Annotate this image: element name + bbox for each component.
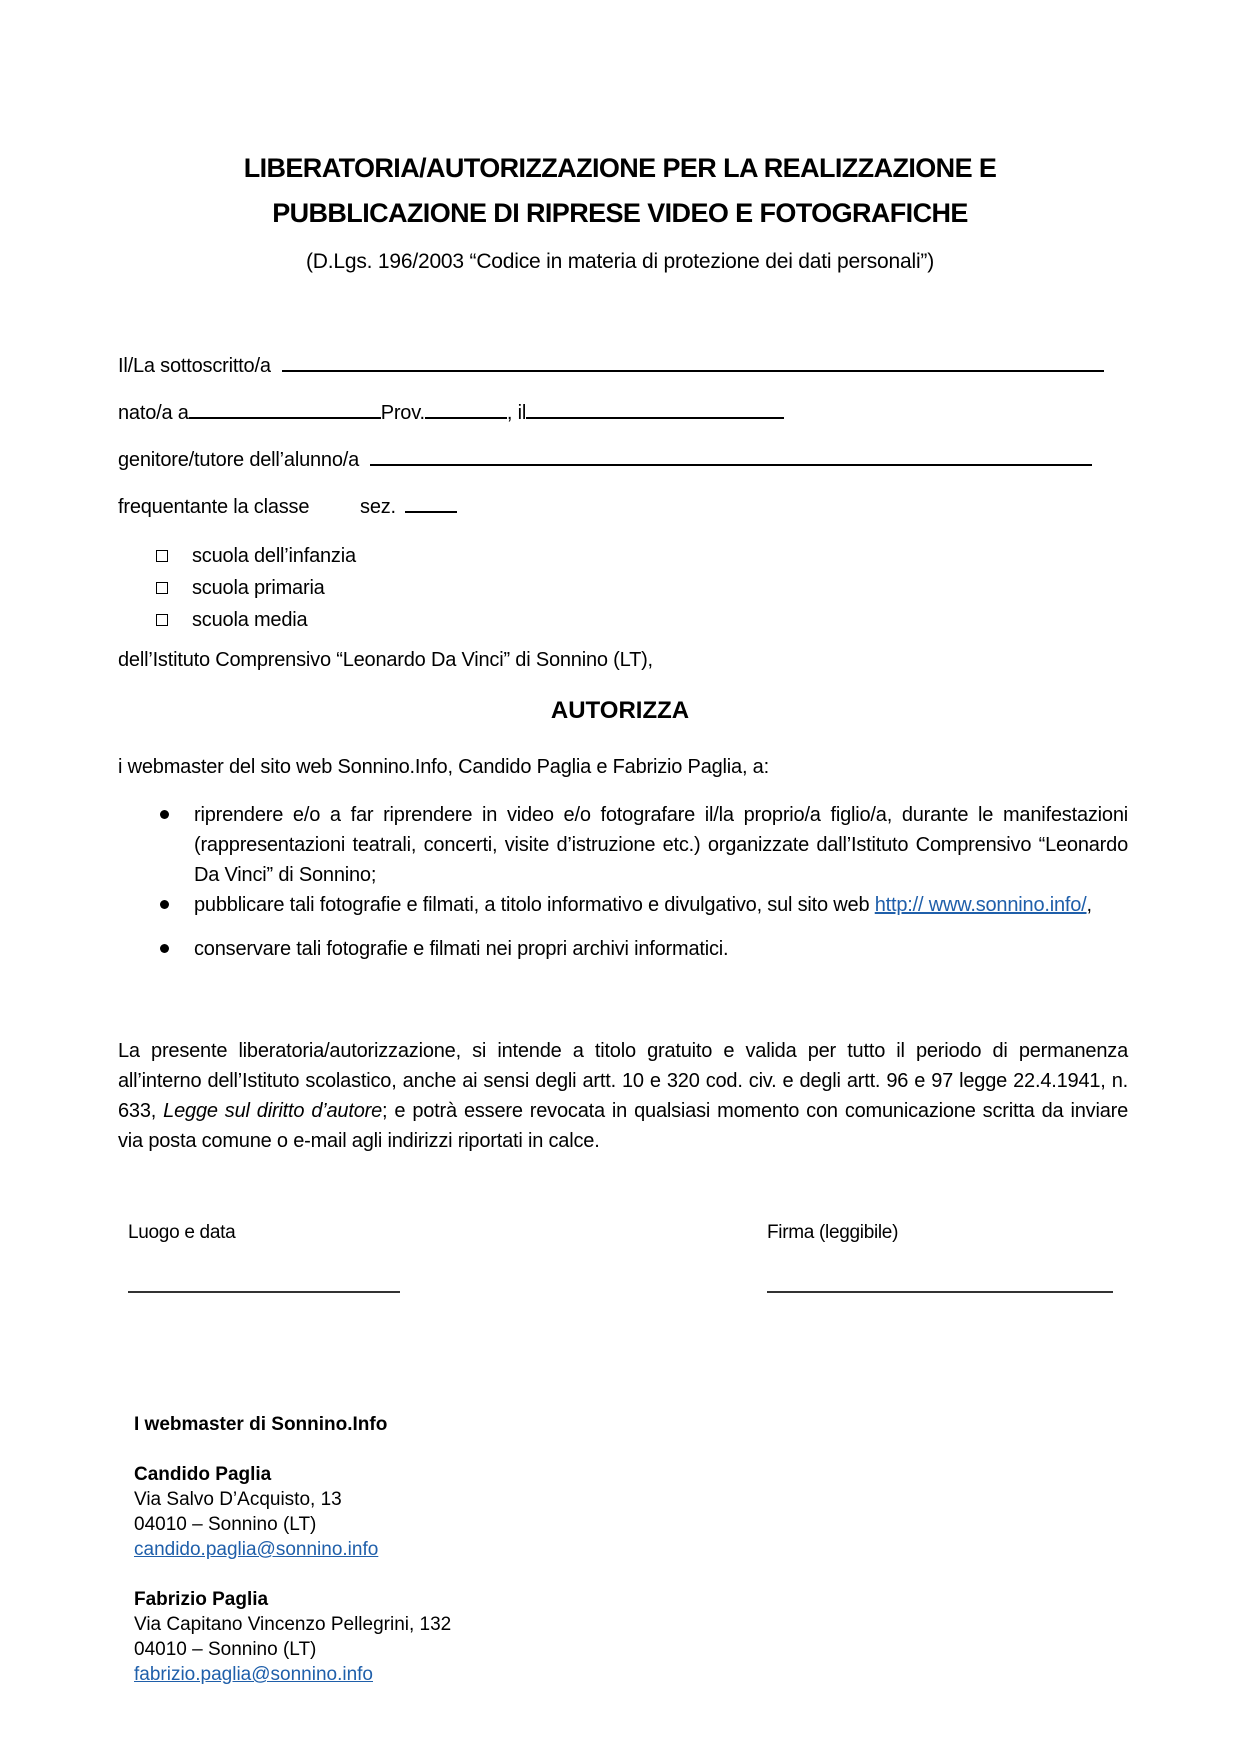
institute-line: dell’Istituto Comprensivo “Leonardo Da Vinci” di Sonnino (LT),: [118, 649, 653, 671]
place-date-field[interactable]: [128, 1291, 400, 1293]
student-name-field[interactable]: [370, 444, 1092, 466]
school-option-label: scuola primaria: [192, 577, 325, 599]
checkbox-icon[interactable]: [156, 614, 168, 626]
province-field[interactable]: [425, 397, 507, 419]
validity-text-italic: Legge sul diritto d’autore: [163, 1100, 383, 1122]
school-option-media[interactable]: [156, 604, 356, 636]
contacts-block: [134, 1412, 451, 1687]
province-label: Prov.: [380, 402, 425, 424]
authorizes-intro: i webmaster del sito web Sonnino.Info, Candido Paglia e Fabrizio Paglia, a:: [118, 756, 769, 778]
validity-text-part2: ; e potrà essere revocata in qualsiasi momento con comunicazione scritta da inviare via posta comune o e-mail agli indirizzi riportati in calce.: [118, 1100, 1129, 1152]
school-option-primaria[interactable]: [156, 572, 356, 604]
class-label: frequentante la classe: [118, 496, 310, 518]
authorization-suffix: ,: [1086, 894, 1092, 916]
undersigned-row: [118, 350, 1104, 376]
school-option-label: scuola media: [192, 609, 308, 631]
authorization-text: conservare tali fotografie e filmati nei propri archivi informatici.: [194, 938, 729, 960]
contact-email-link[interactable]: fabrizio.paglia@sonnino.info: [134, 1664, 373, 1685]
undersigned-field[interactable]: [282, 350, 1104, 372]
signature-label: Firma (leggibile): [767, 1222, 899, 1243]
bullet-icon: [160, 900, 169, 909]
document-subtitle: (D.Lgs. 196/2003 “Codice in materia di protezione dei dati personali”): [305, 250, 935, 273]
place-date-label: Luogo e data: [128, 1222, 236, 1243]
checkbox-icon[interactable]: [156, 550, 168, 562]
birth-date-label: , il: [506, 402, 527, 424]
bullet-icon: [160, 810, 169, 819]
contacts-heading: I webmaster di Sonnino.Info: [134, 1414, 388, 1435]
school-option-label: scuola dell’infanzia: [192, 545, 356, 567]
authorizes-heading: AUTORIZZA: [550, 697, 690, 724]
contact-email-link[interactable]: candido.paglia@sonnino.info: [134, 1539, 379, 1560]
authorization-item: [118, 800, 1128, 890]
contact-address: Via Capitano Vincenzo Pellegrini, 132: [134, 1614, 452, 1635]
website-link[interactable]: http:// www.sonnino.info/: [874, 894, 1087, 916]
school-type-checklist: [156, 540, 356, 636]
authorization-item: [118, 934, 1128, 964]
authorization-text: pubblicare tali fotografie e filmati, a titolo informativo e divulgativo, sul sito web: [194, 894, 870, 916]
born-in-field[interactable]: [189, 397, 381, 419]
guardian-label: genitore/tutore dell’alunno/a: [118, 449, 360, 471]
authorization-list: [118, 800, 1128, 964]
undersigned-label: Il/La sottoscritto/a: [118, 355, 271, 377]
document-title-line-2: PUBBLICAZIONE DI RIPRESE VIDEO E FOTOGRAFICHE: [272, 198, 968, 228]
contact-address: Via Salvo D’Acquisto, 13: [134, 1489, 342, 1510]
contact-city: 04010 – Sonnino (LT): [134, 1514, 317, 1535]
birth-row: [118, 397, 784, 423]
bullet-icon: [160, 944, 169, 953]
authorization-text: riprendere e/o a far riprendere in video e/o fotografare il/la proprio/a figlio/a, durante le manifestazioni (rappresentazioni teatrali, concerti, visite d’istruzione etc.) organizzate dall’Istituto Comprensivo “Leonardo Da Vinci” di Sonnino;: [194, 804, 1128, 886]
contact-name: Candido Paglia: [134, 1464, 272, 1485]
section-label: sez.: [360, 496, 396, 518]
contact-city: 04010 – Sonnino (LT): [134, 1639, 317, 1660]
section-field[interactable]: [405, 491, 457, 513]
authorization-text-wrapper: [194, 890, 1128, 920]
contact-name: Fabrizio Paglia: [134, 1589, 269, 1610]
born-in-label: nato/a a: [118, 402, 189, 424]
class-row: [118, 491, 457, 517]
birth-date-field[interactable]: [526, 397, 784, 419]
validity-text-part1: La presente liberatoria/autorizzazione, si intende a titolo gratuito e valida per tutto il periodo di permanenza all’interno dell’Istituto scolastico, anche ai sensi degli artt. 10 e 320 cod. civ. e degli artt. 96 e 97 legge 22.4.1941, n. 633,: [118, 1040, 1128, 1122]
document-title-line-1: LIBERATORIA/AUTORIZZAZIONE PER LA REALIZZAZIONE E: [243, 153, 997, 183]
validity-paragraph: [118, 1036, 1128, 1156]
signature-field[interactable]: [767, 1291, 1113, 1293]
checkbox-icon[interactable]: [156, 582, 168, 594]
school-option-infanzia[interactable]: [156, 540, 356, 572]
guardian-row: [118, 444, 1092, 470]
authorization-item: [118, 890, 1128, 920]
